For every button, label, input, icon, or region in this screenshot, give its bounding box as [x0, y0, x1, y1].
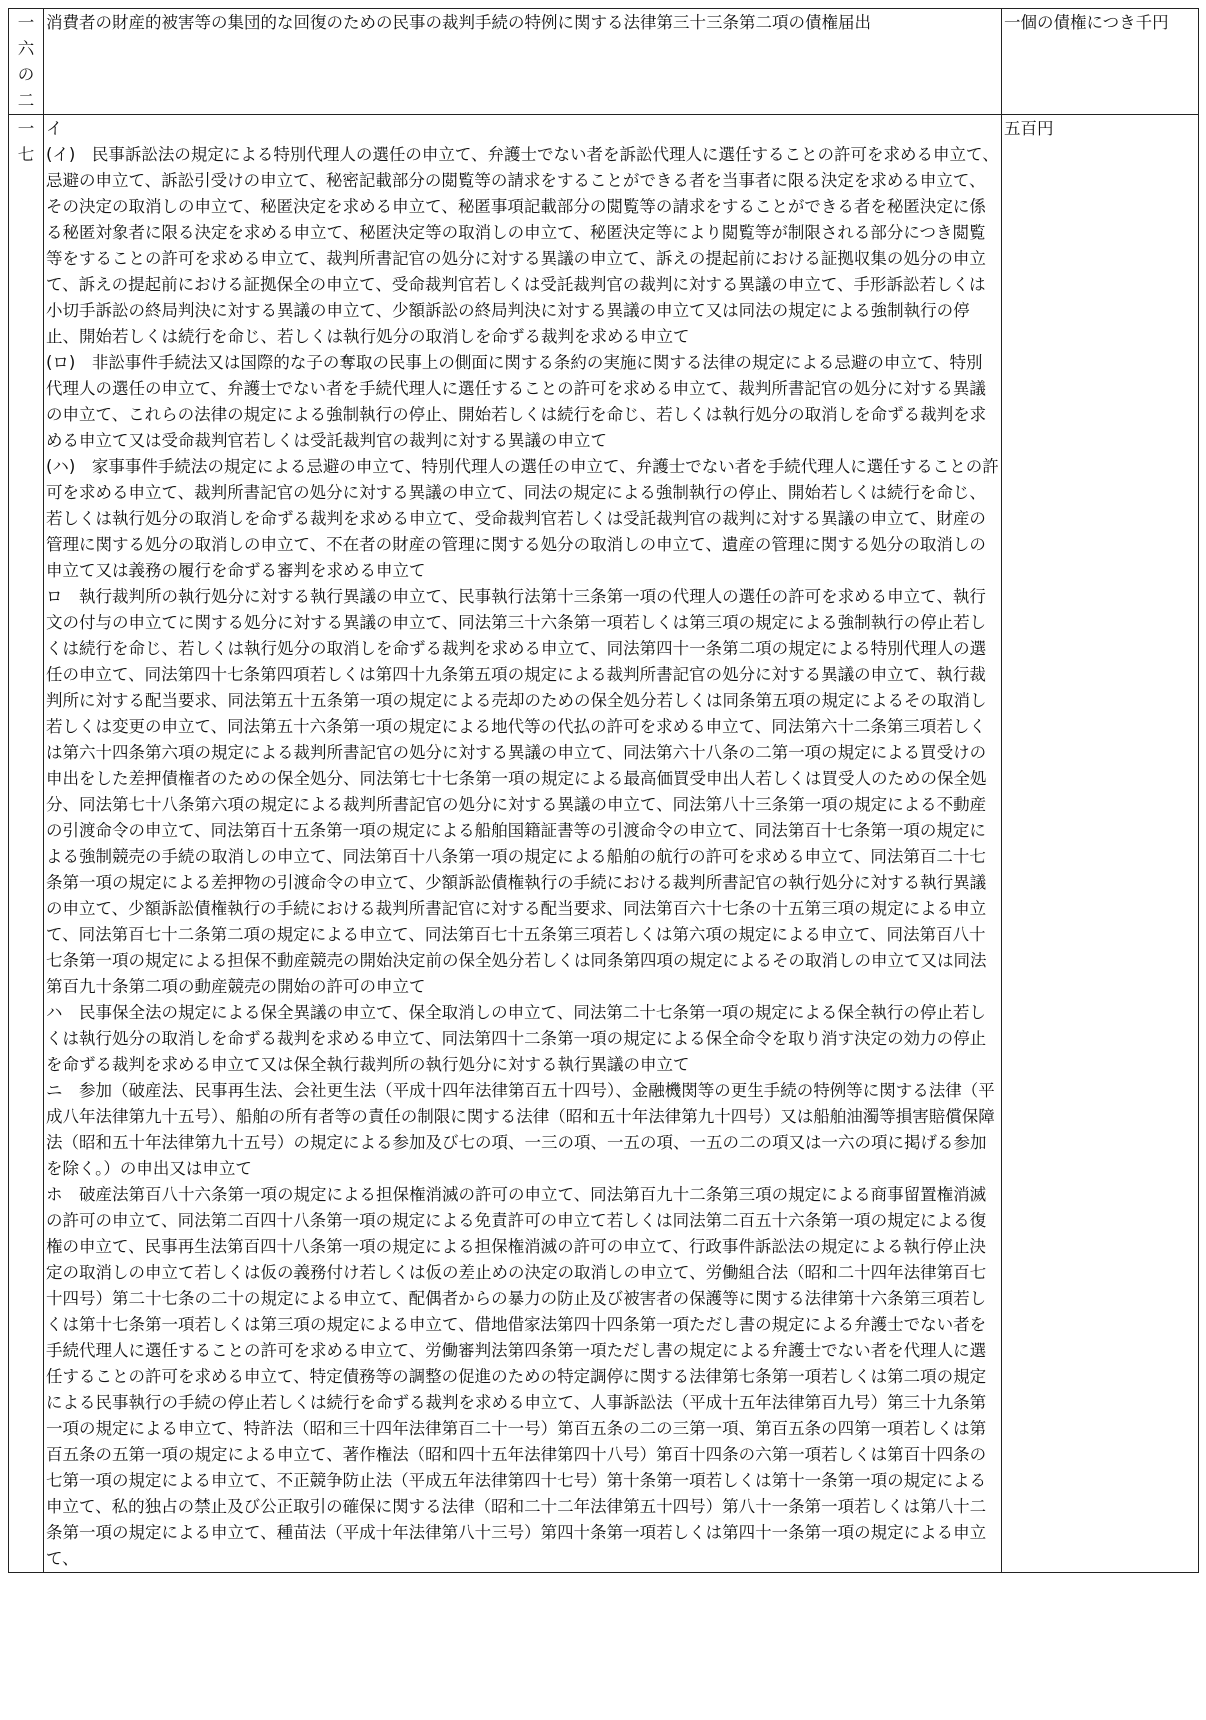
clause-ni: ニ 参加（破産法、民事再生法、会社更生法（平成十四年法律第百五十四号）、金融機関等の更生手続の特例等に関する法律（平成八年法律第九十五号）、船舶の所有者等の責任の制限に関する法律（昭和五十年法律第九十四号）又は船舶油濁等損害賠償保障法（昭和五十年法律第九十五号）の規定による参加及び七の項、一三の項、一五の項、一五の二の項又は一六の項に掲げる参加を除く。）の申出又は申立て — [46, 1081, 995, 1178]
clause-ho: ホ 破産法第百八十六条第一項の規定による担保権消滅の許可の申立て、同法第百九十二条第三項の規定による商事留置権消滅の許可の申立て、同法第二百四十八条第一項の規定による免責許可の申立て若しくは同法第二百五十六条第一項の規定による復権の申立て、民事再生法第百四十八条第一項の規定による担保権消滅の許可の申立て、行政事件訴訟法の規定による執行停止決定の取消しの申立て若しくは仮の義務付け若しくは仮の差止めの決定の取消しの申立て、労働組合法（昭和二十四年法律第百七十四号）第二十七条の二十の規定による申立て、配偶者からの暴力の防止及び被害者の保護等に関する法律第十六条第三項若しくは第十七条第一項若しくは第三項の規定による申立て、借地借家法第四十四条第一項ただし書の規定による弁護士でない者を手続代理人に選任することの許可を求める申立て、労働審判法第四条第一項ただし書の規定による弁護士でない者を代理人に選任することの許可を求める申立て、特定債務等の調整の促進のための特定調停に関する法律第七条第一項若しくは第二項の規定による民事執行の手続の停止若しくは続行を命ずる裁判を求める申立て、人事訴訟法（平成十五年法律第百九号）第三十九条第一項の規定による申立て、特許法（昭和三十四年法律第百二十一号）第百五条の二の三第一項、第百五条の四第一項若しくは第百五条の五第一項の規定による申立て、著作権法（昭和四十五年法律第四十八号）第百十四条の六第一項若しくは第百十四条の七第一項の規定による申立て、不正競争防止法（平成五年法律第四十七号）第十条第一項若しくは第十一条第一項の規定による申立て、私的独占の禁止及び公正取引の確保に関する法律（昭和二十二年法律第五十四号）第八十一条第一項若しくは第八十二条第一項の規定による申立て、種苗法（平成十年法律第八十三号）第四十条第一項若しくは第四十一条第一項の規定による申立て、 — [46, 1185, 987, 1568]
description-cell — [44, 115, 1002, 1573]
clause-ro: ロ 執行裁判所の執行処分に対する執行異議の申立て、民事執行法第十三条第一項の代理人の選任の許可を求める申立て、執行文の付与の申立てに関する処分に対する異議の申立て、同法第三十六条第一項若しくは第三項の規定による強制執行の停止若しくは続行を命じ、若しくは執行処分の取消しを命ずる裁判を求める申立て、同法第四十一条第二項の規定による特別代理人の選任の申立て、同法第四十七条第四項若しくは第四十九条第五項の規定による裁判所書記官の処分に対する異議の申立て、執行裁判所に対する配当要求、同法第五十五条第一項の規定による売却のための保全処分若しくは同条第五項の規定によるその取消し若しくは変更の申立て、同法第五十六条第一項の規定による地代等の代払の許可を求める申立て、同法第六十二条第三項若しくは第六十四条第六項の規定による裁判所書記官の処分に対する異議の申立て、同法第六十八条の二第一項の規定による買受けの申出をした差押債権者のための保全処分、同法第七十七条第一項の規定による最高価買受申出人若しくは買受人のための保全処分、同法第七十八条第六項の規定による裁判所書記官の処分に対する異議の申立て、同法第八十三条第一項の規定による不動産の引渡命令の申立て、同法第百十五条第一項の規定による船舶国籍証書等の引渡命令の申立て、同法第百十七条第一項の規定による強制競売の手続の取消しの申立て、同法第百十八条第一項の規定による船舶の航行の許可を求める申立て、同法第百二十七条第一項の規定による差押物の引渡命令の申立て、少額訴訟債権執行の手続における裁判所書記官の執行処分に対する執行異議の申立て、少額訴訟債権執行の手続における裁判所書記官に対する配当要求、同法第百六十七条の十五第三項の規定による申立て、同法第百七十二条第二項の規定による申立て、同法第百七十五条第三項若しくは第六項の規定による申立て、同法第百八十七条第一項の規定による担保不動産競売の開始決定前の保全処分若しくは同条第四項の規定によるその取消しの申立て又は同法第百九十条第二項の動産競売の開始の許可の申立て — [46, 587, 987, 996]
description-cell — [44, 9, 1002, 115]
fee-amount: 一個の債権につき千円 — [1004, 13, 1169, 32]
item-number: 一七 — [17, 119, 35, 164]
fee-schedule-table — [8, 8, 1199, 1573]
clause-ha: ハ 民事保全法の規定による保全異議の申立て、保全取消しの申立て、同法第二十七条第一項の規定による保全執行の停止若しくは執行処分の取消しを命ずる裁判を求める申立て、同法第四十二条第一項の規定による保全命令を取り消す決定の効力の停止を命ずる裁判を求める申立て又は保全執行裁判所の執行処分に対する執行異議の申立て — [46, 1003, 987, 1074]
item-number-cell — [9, 9, 44, 115]
item-number-cell — [9, 115, 44, 1573]
table-row — [9, 115, 1199, 1573]
description-paragraph: 消費者の財産的被害等の集団的な回復のための民事の裁判手続の特例に関する法律第三十三条第二項の債権届出 — [46, 13, 871, 32]
table-row — [9, 9, 1199, 115]
fee-cell — [1002, 9, 1199, 115]
subclause-i: (イ) 民事訴訟法の規定による特別代理人の選任の申立て、弁護士でない者を訴訟代理人に選任することの許可を求める申立て、忌避の申立て、訴訟引受けの申立て、秘密記載部分の閲覧等の請求をすることができる者を当事者に限る決定を求める申立て、その決定の取消しの申立て、秘匿決定を求める申立て、秘匿事項記載部分の閲覧等の請求をすることができる者を秘匿決定に係る秘匿対象者に限る決定を求める申立て、秘匿決定等の取消しの申立て、秘匿決定等により閲覧等が制限される部分につき閲覧等をすることの許可を求める申立て、裁判所書記官の処分に対する異議の申立て、訴えの提起前における証拠収集の処分の申立て、訴えの提起前における証拠保全の申立て、受命裁判官若しくは受託裁判官の裁判に対する異議の申立て、手形訴訟若しくは小切手訴訟の終局判決に対する異議の申立て、少額訴訟の終局判決に対する異議の申立て又は同法の規定による強制執行の停止、開始若しくは続行を命じ、若しくは執行処分の取消しを命ずる裁判を求める申立て — [46, 145, 999, 346]
subclause-ro: (ロ) 非訟事件手続法又は国際的な子の奪取の民事上の側面に関する条約の実施に関する法律の規定による忌避の申立て、特別代理人の選任の申立て、弁護士でない者を手続代理人に選任することの許可を求める申立て、裁判所書記官の処分に対する異議の申立て、これらの法律の規定による強制執行の停止、開始若しくは続行を命じ、若しくは執行処分の取消しを命ずる裁判を求める申立て又は受命裁判官若しくは受託裁判官の裁判に対する異議の申立て — [46, 353, 987, 450]
fee-amount: 五百円 — [1004, 119, 1054, 138]
fee-cell — [1002, 115, 1199, 1573]
subclause-ha: (ハ) 家事事件手続法の規定による忌避の申立て、特別代理人の選任の申立て、弁護士でない者を手続代理人に選任することの許可を求める申立て、裁判所書記官の処分に対する異議の申立て、同法の規定による強制執行の停止、開始若しくは続行を命じ、若しくは執行処分の取消しを命ずる裁判を求める申立て、受命裁判官若しくは受託裁判官の裁判に対する異議の申立て、財産の管理に関する処分の取消しの申立て、不在者の財産の管理に関する処分の取消しの申立て、遺産の管理に関する処分の取消しの申立て又は義務の履行を命ずる審判を求める申立て — [46, 457, 999, 580]
clause-heading-i: イ — [46, 119, 63, 138]
item-number: 一六の二 — [17, 13, 35, 110]
